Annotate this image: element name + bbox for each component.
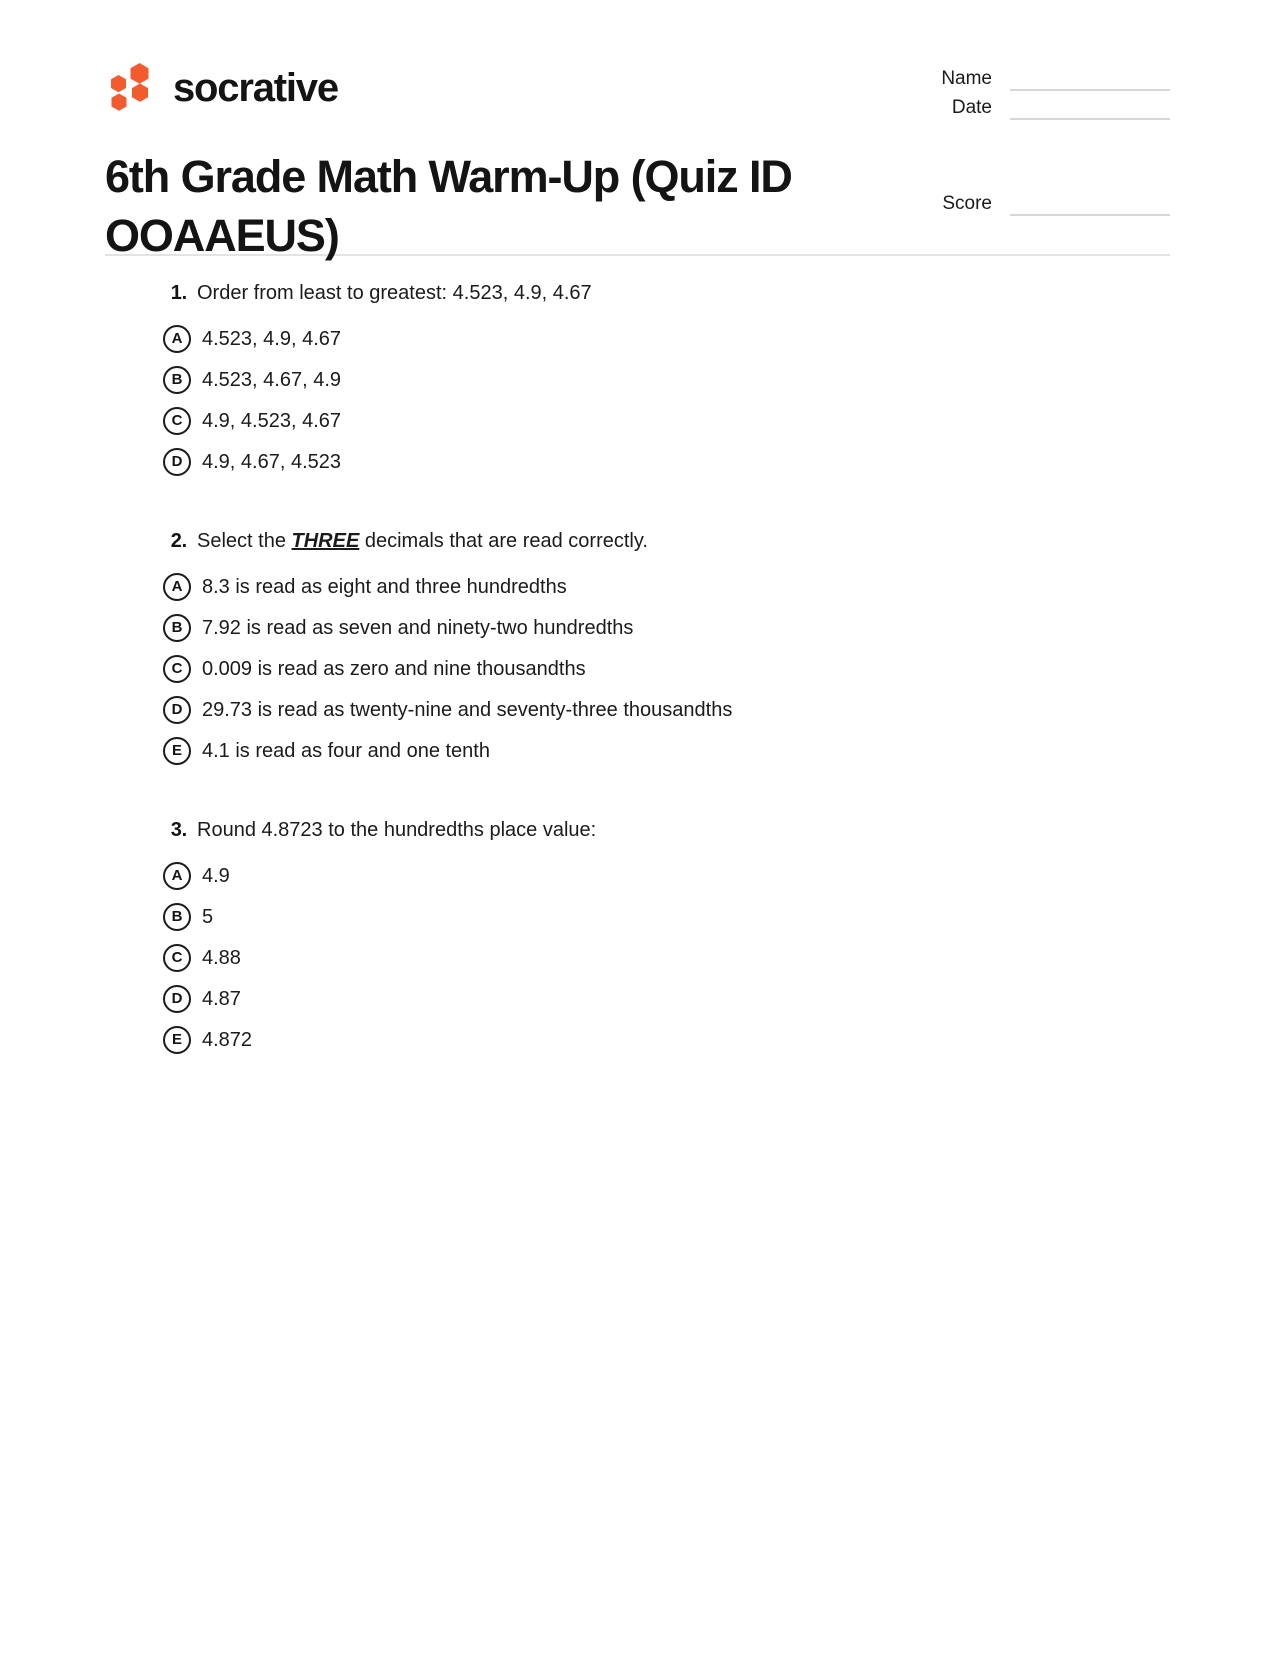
question-header [105,528,1170,555]
questions-list [105,256,1170,1060]
answer-bubble[interactable]: B [163,614,191,642]
question-prompt [197,528,648,555]
question-number: 2. [170,530,187,552]
question-header [105,817,1170,844]
question-prompt-text: Order from least to greatest: 4.523, 4.9, 4.67 [197,282,592,304]
question-prompt-text-tail: decimals that are read correctly. [359,530,648,552]
answer-option-label: 4.9, 4.523, 4.67 [202,409,342,432]
name-field-label: Name [941,68,992,89]
date-field-blank-line[interactable] [1010,117,1170,120]
question-number: 1. [170,282,187,304]
student-info-fields [825,62,1170,216]
answer-option[interactable] [105,441,1170,482]
answer-bubble[interactable]: A [163,325,191,353]
socrative-hexagon-logo-icon [105,61,157,113]
answer-bubble[interactable]: E [163,1026,191,1054]
answer-bubble[interactable]: C [163,407,191,435]
question-block [105,528,1170,771]
answer-bubble[interactable]: D [163,696,191,724]
answer-option-label: 0.009 is read as zero and nine thousandths [202,657,586,680]
brand-name: socrative [173,66,338,110]
name-field-blank-line[interactable] [1010,88,1170,91]
answer-option[interactable] [105,896,1170,937]
answer-options [105,318,1170,482]
answer-option[interactable] [105,855,1170,896]
answer-bubble[interactable]: D [163,985,191,1013]
answer-options [105,566,1170,771]
answer-bubble[interactable]: E [163,737,191,765]
question-prompt [197,817,596,844]
answer-bubble[interactable]: B [163,366,191,394]
answer-option-label: 4.523, 4.67, 4.9 [202,368,342,391]
answer-option[interactable] [105,730,1170,771]
answer-option[interactable] [105,566,1170,607]
answer-options [105,855,1170,1060]
question-prompt [197,280,592,307]
answer-option[interactable] [105,648,1170,689]
question-prompt-text: Select the [197,530,292,552]
document-header [105,0,1170,261]
answer-option-label: 8.3 is read as eight and three hundredths [202,575,567,598]
score-field-label: Score [942,193,992,214]
question-header [105,280,1170,307]
question-block [105,817,1170,1060]
answer-option-label: 4.88 [202,946,241,969]
answer-option-label: 4.1 is read as four and one tenth [202,739,490,762]
answer-bubble[interactable]: C [163,655,191,683]
answer-option[interactable] [105,318,1170,359]
score-field-blank-line[interactable] [1010,213,1170,216]
answer-option-label: 4.87 [202,987,241,1010]
answer-bubble[interactable]: A [163,862,191,890]
answer-bubble[interactable]: B [163,903,191,931]
answer-bubble[interactable]: D [163,448,191,476]
answer-option[interactable] [105,400,1170,441]
question-prompt-emphasis: THREE [291,530,360,552]
answer-option[interactable] [105,359,1170,400]
answer-option-label: 29.73 is read as twenty-nine and seventy-three thousandths [202,698,733,721]
answer-option[interactable] [105,689,1170,730]
answer-option-label: 4.872 [202,1028,253,1051]
question-prompt-text: Round 4.8723 to the hundredths place value: [197,819,597,841]
answer-option-label: 4.523, 4.9, 4.67 [202,327,342,350]
page-title: 6th Grade Math Warm-Up (Quiz ID OOAAEUS) [105,151,792,261]
answer-option-label: 7.92 is read as seven and ninety-two hundredths [202,616,634,639]
question-block [105,280,1170,482]
date-field-row [825,91,1170,120]
answer-option[interactable] [105,937,1170,978]
question-number: 3. [170,819,187,841]
answer-option-label: 4.9, 4.67, 4.523 [202,450,342,473]
date-field-label: Date [951,97,992,118]
answer-option-label: 4.9 [202,864,230,887]
answer-bubble[interactable]: C [163,944,191,972]
answer-option[interactable] [105,978,1170,1019]
score-field-row [825,187,1170,216]
answer-option[interactable] [105,607,1170,648]
answer-option[interactable] [105,1019,1170,1060]
answer-option-label: 5 [202,905,214,928]
answer-bubble[interactable]: A [163,573,191,601]
name-field-row [825,62,1170,91]
